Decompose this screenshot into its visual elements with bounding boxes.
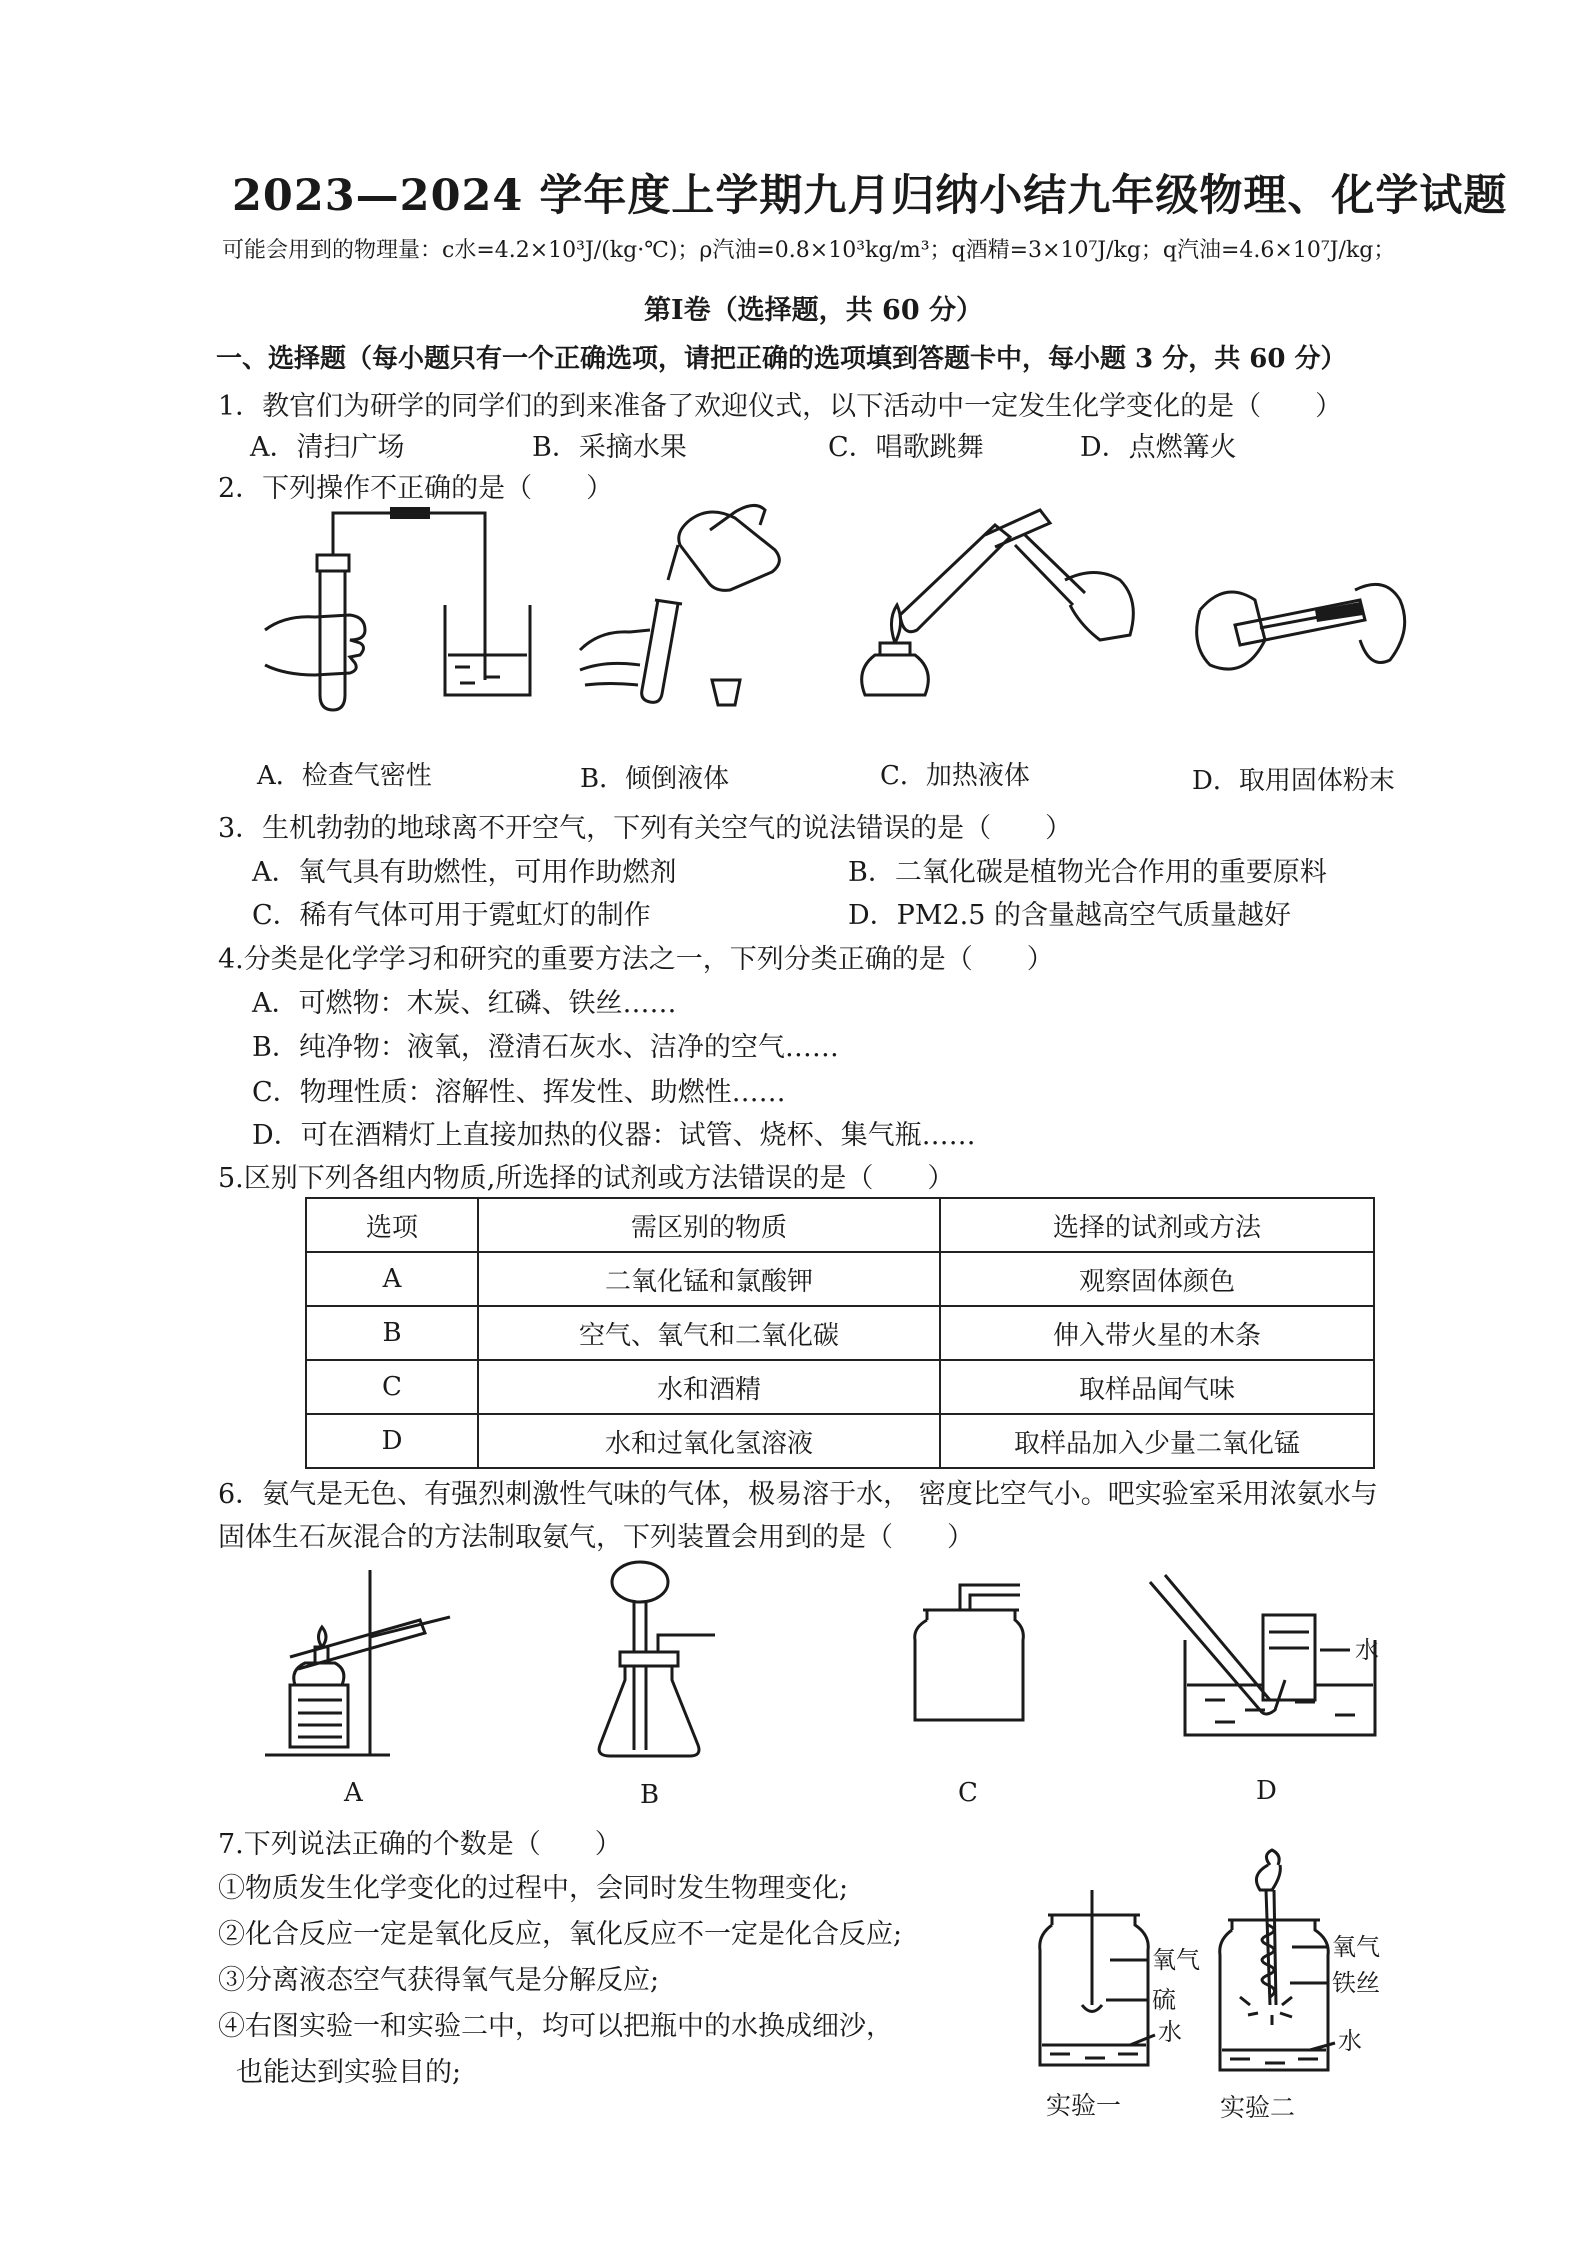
table-row — [306, 1360, 1374, 1414]
exp2-label-oxygen: 氧气 — [1332, 1933, 1380, 1961]
table-header-cell: 选项 — [306, 1198, 478, 1252]
gas-bottle-icon — [905, 1580, 1035, 1730]
table-row — [306, 1414, 1374, 1468]
q6-caption-a: A — [344, 1778, 363, 1808]
q7-item-1: ①物质发生化学变化的过程中，会同时发生物理变化; — [218, 1873, 849, 1904]
q6-stem-line1: 6．氨气是无色、有强烈刺激性气味的气体，极易溶于水， 密度比空气小。吧实验室采用浓氨水与 — [218, 1479, 1378, 1510]
table-cell: D — [306, 1414, 478, 1468]
q4-stem: 4.分类是化学学习和研究的重要方法之一，下列分类正确的是（ ） — [218, 944, 1054, 975]
table-cell: 水和酒精 — [478, 1360, 940, 1414]
table-cell: 水和过氧化氢溶液 — [478, 1414, 940, 1468]
section-title: 一、选择题（每小题只有一个正确选项，请把正确的选项填到答题卡中，每小题 3 分，共 60 分） — [216, 344, 1347, 374]
table-header-row — [306, 1198, 1374, 1252]
table-row — [306, 1252, 1374, 1306]
water-trough-icon — [1145, 1570, 1405, 1750]
water-label: 水 — [1355, 1636, 1379, 1664]
exp2-label-water: 水 — [1338, 2027, 1362, 2055]
q2-caption-a: A．检查气密性 — [257, 761, 432, 791]
iron-stand-heating-icon — [260, 1565, 470, 1765]
q1-option-b: B．采摘水果 — [532, 432, 687, 463]
heating-liquid-icon — [845, 505, 1145, 720]
q4-option-c: C．物理性质：溶解性、挥发性、助燃性…… — [252, 1077, 786, 1108]
exp1-label-water: 水 — [1158, 2018, 1182, 2046]
table-cell: 取样品闻气味 — [940, 1360, 1374, 1414]
q6-caption-b: B — [640, 1780, 660, 1810]
table-cell: 空气、氧气和二氧化碳 — [478, 1306, 940, 1360]
q4-option-b: B．纯净物：液氧，澄清石灰水、洁净的空气…… — [252, 1032, 839, 1063]
table-cell: 伸入带火星的木条 — [940, 1306, 1374, 1360]
table-header-cell: 选择的试剂或方法 — [940, 1198, 1374, 1252]
apparatus-airtightness-icon — [255, 505, 525, 715]
q3-option-a: A．氧气具有助燃性，可用作助燃剂 — [252, 857, 677, 888]
q7-item-4: ④右图实验一和实验二中，均可以把瓶中的水换成细沙， — [218, 2011, 893, 2042]
table-cell: B — [306, 1306, 478, 1360]
q2-caption-b: B．倾倒液体 — [580, 764, 730, 794]
q1-option-c: C．唱歌跳舞 — [828, 432, 984, 463]
sulfur-combustion-icon — [1030, 1890, 1205, 2080]
exp1-caption: 实验一 — [1046, 2091, 1122, 2120]
q1-option-a: A．清扫广场 — [250, 432, 405, 463]
q1-stem: 1．教官们为研学的同学们的到来准备了欢迎仪式，以下活动中一定发生化学变化的是（ ） — [218, 391, 1343, 422]
exp2-label-iron-wire: 铁丝 — [1332, 1969, 1380, 1997]
table-row — [306, 1306, 1374, 1360]
exam-title: 2023—2024 学年度上学期九月归纳小结九年级物理、化学试题 — [232, 171, 1508, 221]
exp2-caption: 实验二 — [1220, 2093, 1296, 2122]
table-cell: 取样品加入少量二氧化锰 — [940, 1414, 1374, 1468]
table-header-cell: 需区别的物质 — [478, 1198, 940, 1252]
q7-item-2: ②化合反应一定是氧化反应，氧化反应不一定是化合反应; — [218, 1919, 903, 1950]
solid-powder-icon — [1185, 570, 1415, 720]
exp1-label-oxygen: 氧气 — [1152, 1946, 1200, 1974]
exp1-label-sulfur: 硫 — [1152, 1986, 1176, 2014]
q3-option-d: D．PM2.5 的含量越高空气质量越好 — [848, 900, 1291, 931]
q3-stem: 3．生机勃勃的地球离不开空气，下列有关空气的说法错误的是（ ） — [218, 813, 1073, 844]
q4-option-a: A．可燃物：木炭、红磷、铁丝…… — [252, 988, 677, 1019]
q5-stem: 5.区别下列各组内物质,所选择的试剂或方法错误的是（ ） — [218, 1163, 955, 1194]
q4-option-d: D．可在酒精灯上直接加热的仪器：试管、烧杯、集气瓶…… — [252, 1120, 976, 1151]
q7-stem: 7.下列说法正确的个数是（ ） — [218, 1829, 622, 1860]
table-cell: 二氧化锰和氯酸钾 — [478, 1252, 940, 1306]
q6-stem-line2: 固体生石灰混合的方法制取氨气，下列装置会用到的是（ ） — [218, 1522, 974, 1553]
table-cell: C — [306, 1360, 478, 1414]
q2-stem: 2．下列操作不正确的是（ ） — [218, 473, 614, 504]
q2-caption-d: D．取用固体粉末 — [1192, 766, 1395, 796]
q5-table — [305, 1197, 1375, 1469]
flask-thistle-funnel-icon — [590, 1560, 720, 1770]
iron-wire-combustion-icon — [1210, 1855, 1410, 2085]
q3-option-b: B．二氧化碳是植物光合作用的重要原料 — [848, 857, 1327, 888]
q1-option-d: D．点燃篝火 — [1080, 432, 1237, 463]
q6-caption-d: D — [1256, 1776, 1277, 1806]
q6-caption-c: C — [958, 1778, 978, 1808]
q3-option-c: C．稀有气体可用于霓虹灯的制作 — [252, 900, 651, 931]
q7-item-4-continued: 也能达到实验目的; — [236, 2057, 462, 2088]
physical-constants: 可能会用到的物理量：c水=4.2×10³J/(kg·℃)；ρ汽油=0.8×10³kg/m³；q酒精=3×10⁷J/kg；q汽油=4.6×10⁷J/kg； — [222, 238, 1396, 263]
q2-caption-c: C．加热液体 — [880, 761, 1030, 791]
table-cell: 观察固体颜色 — [940, 1252, 1374, 1306]
part1-title: 第Ⅰ卷（选择题，共 60 分） — [644, 295, 984, 326]
table-cell: A — [306, 1252, 478, 1306]
pouring-liquid-icon — [560, 500, 800, 720]
q7-item-3: ③分离液态空气获得氧气是分解反应; — [218, 1965, 660, 1996]
